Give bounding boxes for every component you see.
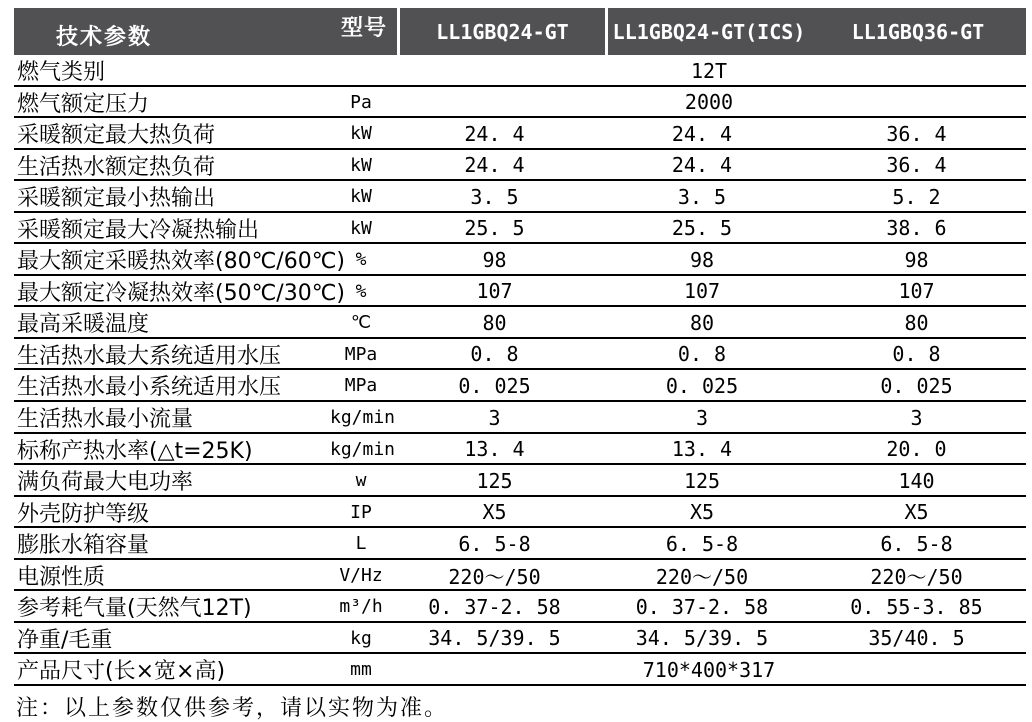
table-row [14,654,1026,686]
table-row [14,465,1026,497]
row-value-3: 0. 55-3. 85 [850,594,983,619]
row-value-1: 24. 4 [464,121,525,146]
row-value-3: X5 [904,500,929,525]
table-row [14,560,1026,592]
row-label: 电源性质 [17,564,106,590]
table-row [14,213,1026,245]
header-model-3: LL1GBQ36-GT [851,19,985,44]
row-unit: kg/min [330,438,396,460]
row-value-2: 25. 5 [671,216,733,241]
row-value-2: 24. 4 [671,121,733,146]
row-label: 采暖额定最大冷凝热输出 [17,217,260,243]
row-value-3: 0. 8 [892,342,941,367]
row-value-1: X5 [482,500,507,525]
row-unit: w [355,470,367,492]
table-body [14,55,1026,686]
row-label: 最大额定冷凝热效率(50℃/30℃) [17,280,345,306]
row-unit: IP [350,501,372,523]
row-value-1: 6. 5-8 [458,531,531,556]
table-row [14,307,1026,339]
row-unit: kW [350,123,372,145]
table-row [14,434,1026,466]
row-value-span: 710*400*317 [642,657,776,682]
row-value-2: 13. 4 [671,437,733,462]
row-unit: mm [350,659,372,681]
row-value-2: 0. 8 [677,342,727,367]
header-corner-cell [14,8,397,55]
row-value-span: 12T [690,58,728,83]
row-value-span: 2000 [684,90,734,115]
row-label: 最大额定采暖热效率(80℃/60℃) [17,249,345,275]
row-value-3: 140 [898,468,935,493]
table-row [14,402,1026,434]
row-value-2: X5 [689,500,715,525]
param-header-label: 技术参数 [56,25,153,50]
row-value-1: 220～/50 [448,564,541,589]
row-value-3: 220～/50 [870,564,963,589]
row-label: 标称产热水率(△t=25K) [17,438,253,464]
row-unit: MPa [344,343,378,365]
row-value-2: 0. 37-2. 58 [635,594,769,619]
row-value-1: 0. 8 [470,342,519,367]
row-value-2: 3 [695,405,709,430]
row-label: 参考耗气量(天然气12T) [17,596,252,622]
row-unit: V/Hz [339,564,383,586]
row-value-2: 34. 5/39. 5 [635,626,769,651]
row-value-3: 80 [904,310,929,335]
row-label: 生活热水最小系统适用水压 [17,375,282,401]
row-unit: kW [350,154,372,176]
row-value-1: 98 [482,247,507,272]
row-value-3: 3 [910,405,923,430]
table-header [14,8,1026,55]
row-label: 满负荷最大电功率 [17,470,194,496]
footnote: 注：以上参数仅供参考，请以实物为准。 [16,695,449,721]
table-row [14,244,1026,276]
row-unit: % [355,249,367,271]
row-label: 生活热水最小流量 [17,407,194,433]
row-value-1: 34. 5/39. 5 [428,626,561,651]
row-value-1: 3 [488,405,501,430]
row-value-2: 3. 5 [677,184,727,209]
model-header-label: 型号 [340,16,387,41]
row-value-1: 0. 025 [458,373,531,398]
row-unit: MPa [344,375,378,397]
row-value-1: 3. 5 [470,184,519,209]
row-value-1: 13. 4 [464,437,525,462]
row-value-1: 107 [476,279,513,304]
table-row [14,497,1026,529]
row-unit: kg [350,627,372,649]
row-label: 最高采暖温度 [17,312,150,338]
row-value-3: 6. 5-8 [880,531,953,556]
row-value-1: 0. 37-2. 58 [428,594,561,619]
row-unit: kW [350,217,372,239]
header-model-2: LL1GBQ24-GT(ICS) [605,8,810,55]
row-unit: L [355,533,367,555]
header-model-1: LL1GBQ24-GT [397,8,605,55]
row-unit: kW [350,186,372,208]
row-value-2: 125 [683,468,721,493]
row-value-1: 25. 5 [464,216,525,241]
table-row [14,591,1026,623]
row-value-3: 36. 4 [886,121,947,146]
row-value-3: 107 [898,279,935,304]
row-value-2: 107 [683,279,721,304]
row-label: 采暖额定最小热输出 [17,186,216,212]
row-label: 膨胀水箱容量 [17,533,150,559]
table-row [14,623,1026,655]
row-label: 燃气额定压力 [17,91,150,117]
table-row [14,55,1026,87]
row-label: 净重/毛重 [17,627,113,653]
row-value-3: 38. 6 [886,216,947,241]
table-row [14,528,1026,560]
table-row [14,150,1026,182]
spec-sheet [14,8,1026,722]
row-unit: kg/min [330,407,396,429]
row-value-1: 125 [476,468,513,493]
row-value-2: 24. 4 [671,153,733,178]
row-label: 生活热水额定热负荷 [17,154,216,180]
row-value-2: 6. 5-8 [665,531,739,556]
row-label: 采暖额定最大热负荷 [17,123,216,149]
table-row [14,339,1026,371]
table-row [14,87,1026,119]
table-row [14,370,1026,402]
table-row [14,181,1026,213]
table-row [14,276,1026,308]
row-value-3: 35/40. 5 [868,626,965,651]
row-value-2: 80 [689,310,715,335]
table-row [14,118,1026,150]
row-label: 外壳防护等级 [17,501,150,527]
row-label: 产品尺寸(长×宽×高) [17,659,226,685]
row-unit: m³/h [339,596,383,618]
row-value-1: 24. 4 [464,153,525,178]
row-value-3: 98 [904,247,929,272]
row-unit: Pa [350,91,372,113]
row-value-3: 0. 025 [880,373,953,398]
row-label: 生活热水最大系统适用水压 [17,343,282,369]
row-value-2: 0. 025 [665,373,739,398]
row-unit: ℃ [350,312,372,334]
row-unit: % [355,280,367,302]
row-value-1: 80 [482,310,507,335]
row-value-3: 36. 4 [886,153,947,178]
row-value-3: 20. 0 [886,437,947,462]
row-value-2: 220～/50 [655,564,749,589]
row-value-3: 5. 2 [892,184,941,209]
row-value-2: 98 [689,247,715,272]
row-label: 燃气类别 [17,60,106,85]
